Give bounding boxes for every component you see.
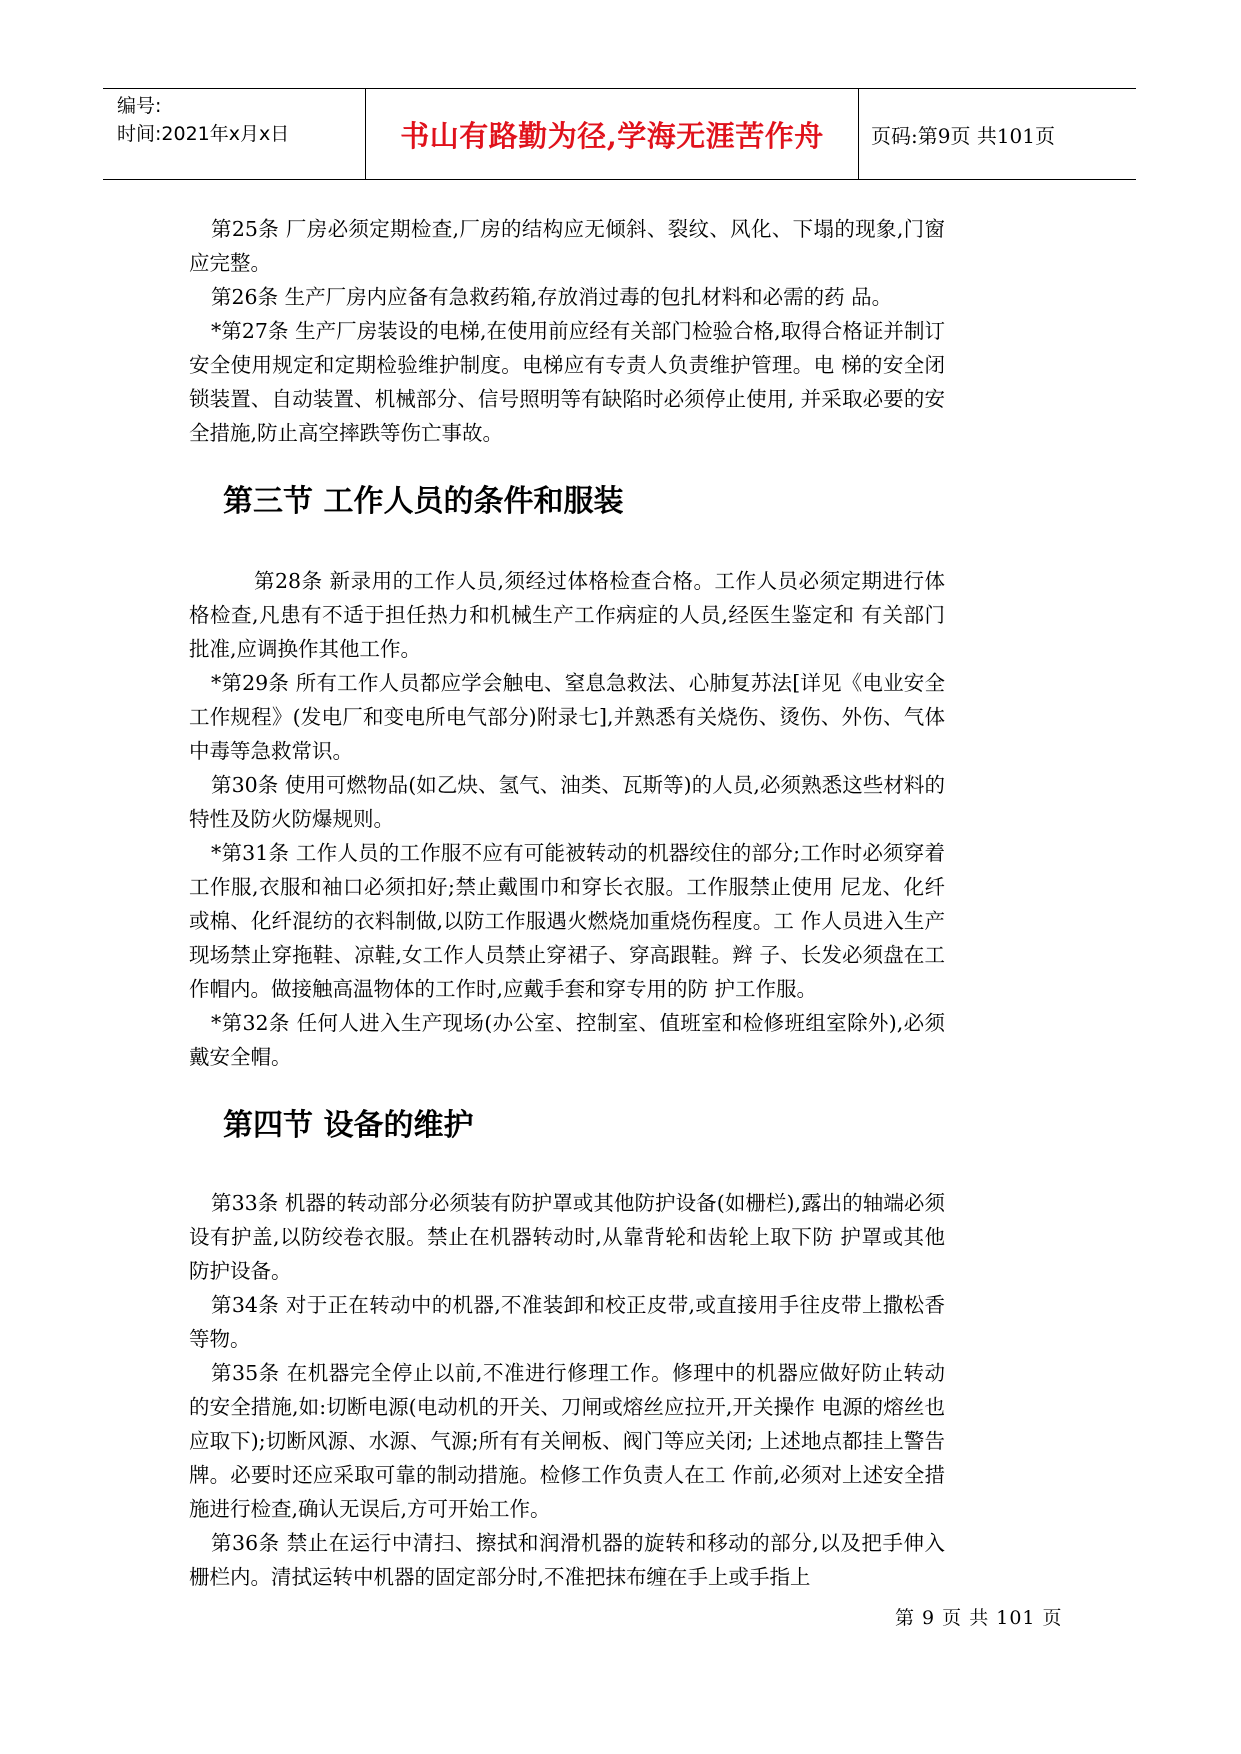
document-time: 时间:2021年x月x日 [117, 123, 290, 145]
article-36: 第36条 禁止在运行中清扫、擦拭和润滑机器的旋转和移动的部分,以及把手伸入栅栏内。清拭运转中机器的固定部分时,不准把抹布缠在手上或手指上 [189, 1531, 945, 1589]
article-31: *第31条 工作人员的工作服不应有可能被转动的机器绞住的部分;工作时必须穿着工作服,衣服和袖口必须扣好;禁止戴围巾和穿长衣服。工作服禁止使用 尼龙、化纤或棉、化纤混纺的衣料制做,以防工作服遇火燃烧加重烧伤程度。工 作人员进入生产现场禁止穿拖鞋、凉鞋,女工作人员禁止穿裙子、穿高跟鞋。辫 子、长发必须盘在工作帽内。做接触高温物体的工作时,应戴手套和穿专用的防 护工作服。 [189, 841, 945, 1001]
article-28: 第28条 新录用的工作人员,须经过体格检查合格。工作人员必须定期进行体格检查,凡患有不适于担任热力和机械生产工作病症的人员,经医生鉴定和 有关部门批准,应调换作其他工作。 [189, 569, 945, 661]
article-35: 第35条 在机器完全停止以前,不准进行修理工作。修理中的机器应做好防止转动的安全措施,如:切断电源(电动机的开关、刀闸或熔丝应拉开,开关操作 电源的熔丝也应取下);切断风源、水源、气源;所有有关闸板、阀门等应关闭; 上述地点都挂上警告牌。必要时还应采取可靠的制动措施。检修工作负责人在工 作前,必须对上述安全措施进行检查,确认无误后,方可开始工作。 [189, 1361, 945, 1521]
article-32: *第32条 任何人进入生产现场(办公室、控制室、值班室和检修班组室除外),必须戴安全帽。 [189, 1011, 945, 1069]
article-29: *第29条 所有工作人员都应学会触电、窒息急救法、心肺复苏法[详见《电业安全工作规程》(发电厂和变电所电气部分)附录七],并熟悉有关烧伤、烫伤、外伤、气体中毒等急救常识。 [189, 671, 945, 763]
section-4-title: 第四节 设备的维护 [223, 1108, 474, 1143]
document-number-label: 编号: [117, 95, 162, 117]
page-header [103, 88, 1136, 180]
section-3-title: 第三节 工作人员的条件和服装 [223, 484, 624, 519]
article-25: 第25条 厂房必须定期检查,厂房的结构应无倾斜、裂纹、风化、下塌的现象,门窗应完整。 [189, 217, 945, 275]
article-26: 第26条 生产厂房内应备有急救药箱,存放消过毒的包扎材料和必需的药 品。 [211, 285, 893, 309]
document-body [189, 212, 945, 1594]
header-motto: 书山有路勤为径,学海无涯苦作舟 [366, 89, 859, 179]
header-page-info: 页码:第9页 共101页 [871, 123, 1055, 148]
header-meta [103, 89, 366, 179]
article-30: 第30条 使用可燃物品(如乙炔、氢气、油类、瓦斯等)的人员,必须熟悉这些材料的特性及防火防爆规则。 [189, 773, 945, 831]
article-27: *第27条 生产厂房装设的电梯,在使用前应经有关部门检验合格,取得合格证并制订安全使用规定和定期检验维护制度。电梯应有专责人负责维护管理。电 梯的安全闭锁装置、自动装置、机械部分、信号照明等有缺陷时必须停止使用, 并采取必要的安全措施,防止高空摔跌等伤亡事故。 [189, 319, 945, 445]
article-33: 第33条 机器的转动部分必须装有防护罩或其他防护设备(如栅栏),露出的轴端必须设有护盖,以防绞卷衣服。禁止在机器转动时,从靠背轮和齿轮上取下防 护罩或其他防护设备。 [189, 1191, 945, 1283]
page-footer: 第 9 页 共 101 页 [895, 1607, 1063, 1629]
article-34: 第34条 对于正在转动中的机器,不准装卸和校正皮带,或直接用手往皮带上撒松香等物。 [189, 1293, 945, 1351]
